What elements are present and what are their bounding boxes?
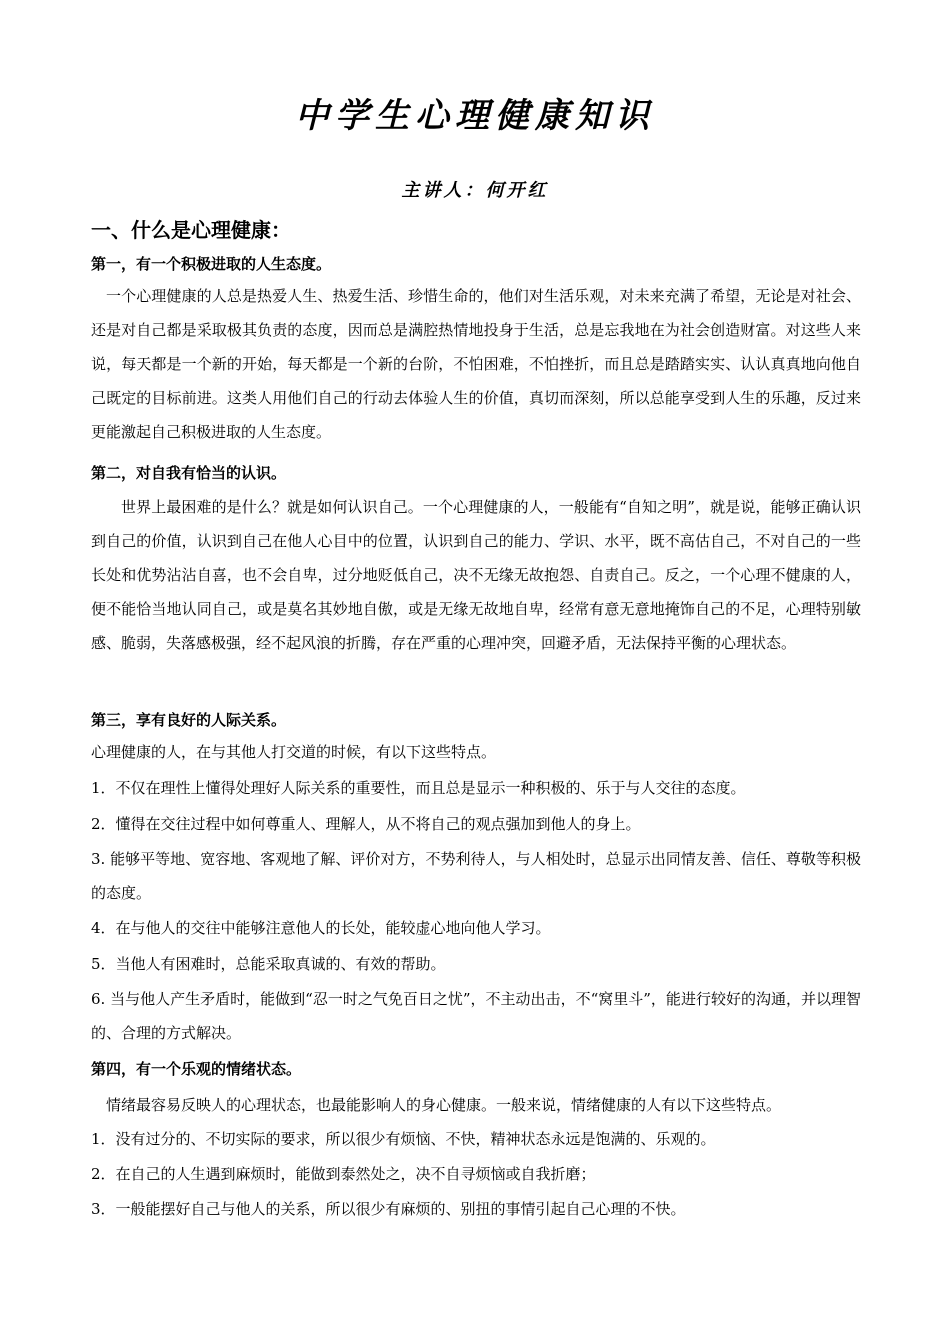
point-4-heading: 第四，有一个乐观的情绪状态。 — [91, 1060, 302, 1078]
point-1-heading: 第一，有一个积极进取的人生态度。 — [91, 255, 332, 273]
point-3-heading: 第三，享有良好的人际关系。 — [91, 711, 287, 729]
point-1-paragraph: 一个心理健康的人总是热爱人生、热爱生活、珍惜生命的，他们对生活乐观，对未来充满了希望，无论是对社会、还是对自己都是采取极其负责的态度，因而总是满腔热情地投身于生活，总是忘我地在为社会创造财富。对这些人来说，每天都是一个新的开始，每天都是一个新的台阶，不怕困难，不怕挫折，而且总是踏踏实实、认认真真地向他自己既定的目标前进。这类人用他们自己的行动去体验人生的价值，真切而深刻，所以总能享受到人生的乐趣，反过来更能激起自己积极进取的人生态度。 — [91, 287, 861, 441]
point-4-item-1: 1．没有过分的、不切实际的要求，所以很少有烦恼、不快，精神状态永远是饱满的、乐观的。 — [91, 1130, 716, 1148]
point-2-heading: 第二，对自我有恰当的认识。 — [91, 464, 287, 482]
point-3-intro: 心理健康的人，在与其他人打交道的时候，有以下这些特点。 — [91, 743, 497, 761]
point-3-item-2: 2．懂得在交往过程中如何尊重人、理解人，从不将自己的观点强加到他人的身上。 — [91, 815, 641, 833]
document-title: 中学生心理健康知识 — [295, 96, 655, 136]
point-3-item-4: 4．在与他人的交往中能够注意他人的长处，能较虚心地向他人学习。 — [91, 919, 551, 937]
point-4-item-2: 2．在自己的人生遇到麻烦时，能做到泰然处之，决不自寻烦恼或自我折磨； — [91, 1165, 596, 1183]
point-4-intro: 情绪最容易反映人的心理状态，也最能影响人的身心健康。一般来说，情绪健康的人有以下这些特点。 — [106, 1096, 782, 1114]
point-3-item-5: 5．当他人有困难时，总能采取真诚的、有效的帮助。 — [91, 955, 446, 973]
section-heading: 一、什么是心理健康： — [91, 218, 291, 242]
point-2-paragraph: 世界上最困难的是什么？就是如何认识自己。一个心理健康的人，一般能有“自知之明”，就是说，能够正确认识到自己的价值，认识到自己在他人心目中的位置，认识到自己的能力、学识、水平，既不高估自己，不对自己的一些长处和优势沾沾自喜，也不会自卑，过分地贬低自己，决不无缘无故抱怨、自责自己。反之，一个心理不健康的人，便不能恰当地认同自己，或是莫名其妙地自傲，或是无缘无故地自卑，经常有意无意地掩饰自己的不足，心理特别敏感、脆弱，失落感极强，经不起风浪的折腾，存在严重的心理冲突，回避矛盾，无法保持平衡的心理状态。 — [91, 498, 861, 652]
point-3-item-6: 6. 当与他人产生矛盾时，能做到“忍一时之气免百日之忧”，不主动出击，不“窝里斗”，能进行较好的沟通，并以理智的、合理的方式解决。 — [91, 990, 861, 1042]
point-3-item-1: 1．不仅在理性上懂得处理好人际关系的重要性，而且总是显示一种积极的、乐于与人交往的态度。 — [91, 779, 746, 797]
speaker-line: 主讲人：何开红 — [401, 180, 549, 201]
point-4-item-3: 3．一般能摆好自己与他人的关系，所以很少有麻烦的、别扭的事情引起自己心理的不快。 — [91, 1200, 686, 1218]
point-3-item-3: 3. 能够平等地、宽容地、客观地了解、评价对方，不势利待人，与人相处时，总显示出同情友善、信任、尊敬等积极的态度。 — [91, 850, 861, 902]
